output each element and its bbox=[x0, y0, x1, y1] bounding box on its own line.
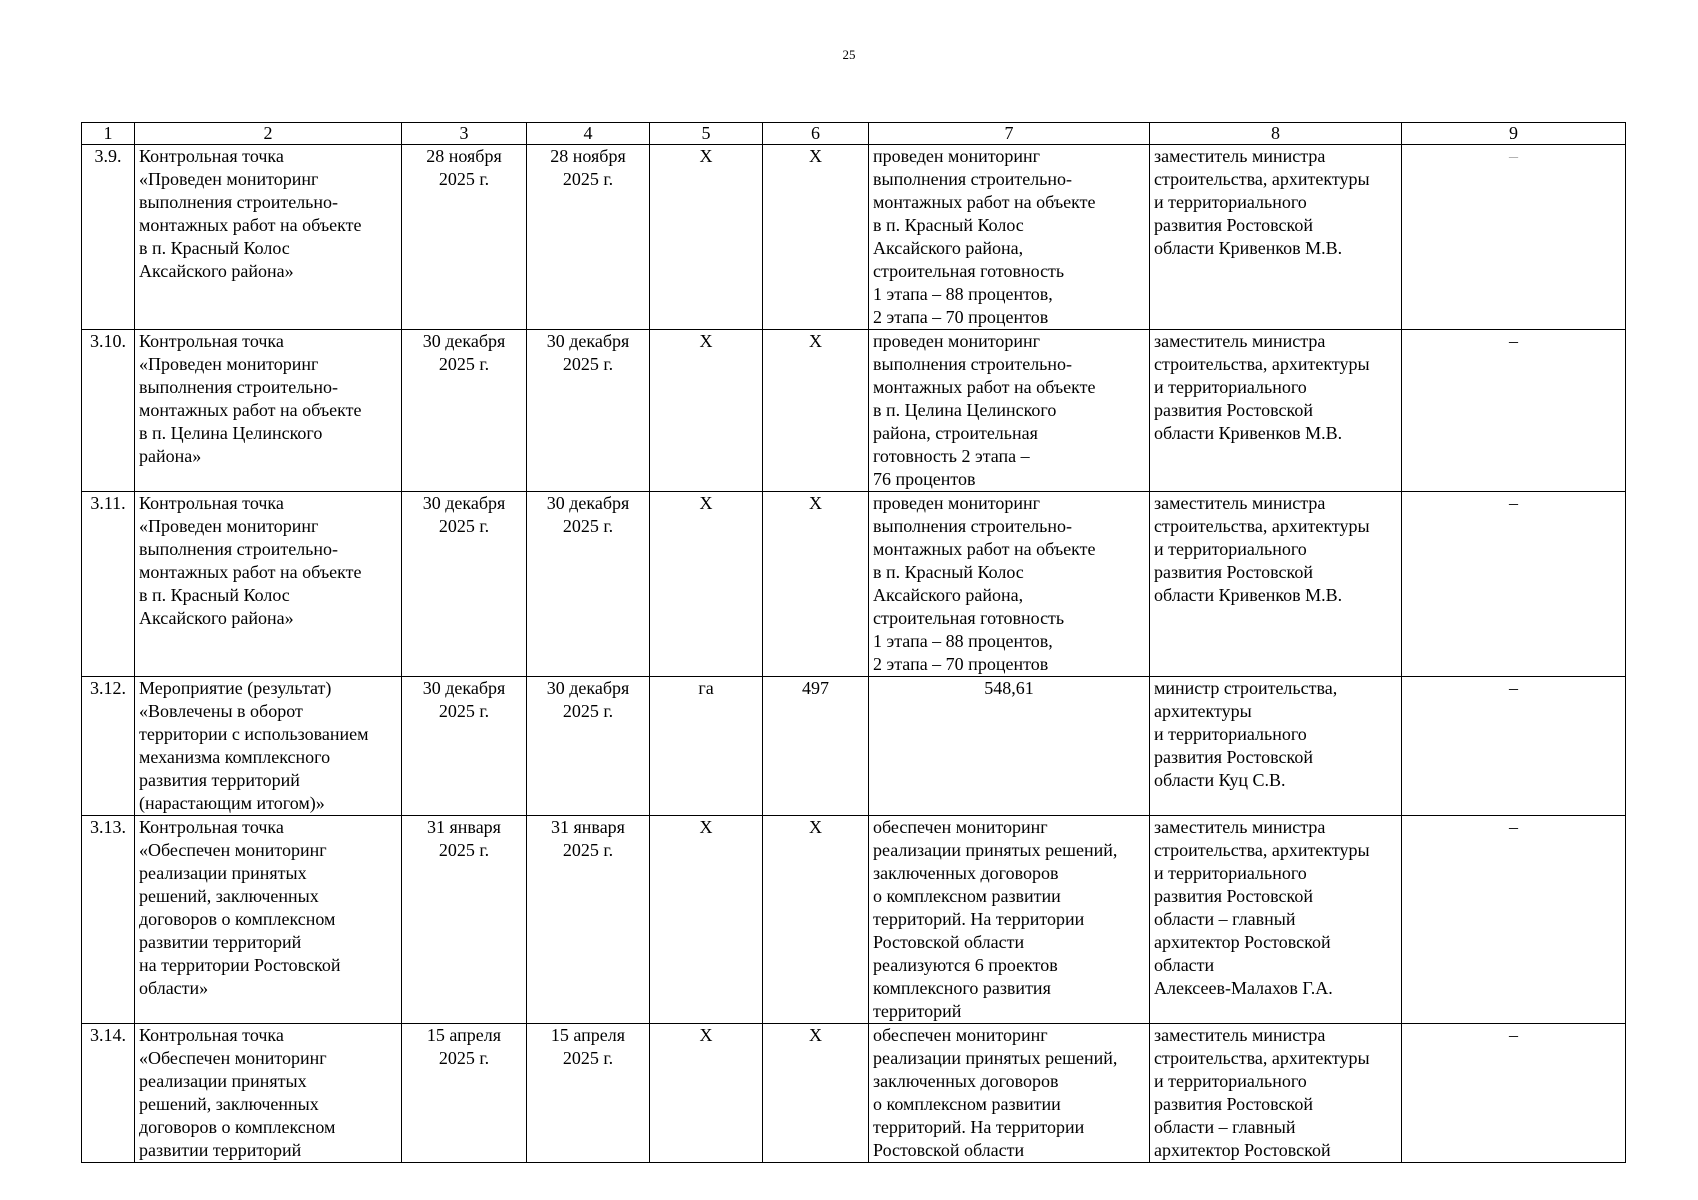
start-date: 15 апреля 2025 г. bbox=[402, 1024, 527, 1163]
table-row bbox=[82, 677, 1626, 816]
result: проведен мониторинг выполнения строительно- монтажных работ на объекте в п. Красный Колос Аксайского района, строительная готовность 1 этапа – 88 процентов, 2 этапа – 70 процентов bbox=[869, 492, 1150, 677]
row-number: 3.13. bbox=[82, 816, 135, 1024]
plan-value: Х bbox=[763, 492, 869, 677]
activity-name: Контрольная точка «Обеспечен мониторинг реализации принятых решений, заключенных договоров о комплексном развитии территорий на территории Ростовской области» bbox=[135, 816, 402, 1024]
start-date: 31 января 2025 г. bbox=[402, 816, 527, 1024]
start-date: 30 декабря 2025 г. bbox=[402, 677, 527, 816]
table-row bbox=[82, 816, 1626, 1024]
unit: Х bbox=[650, 492, 763, 677]
table-row bbox=[82, 492, 1626, 677]
start-date: 30 декабря 2025 г. bbox=[402, 330, 527, 492]
header-row bbox=[82, 123, 1626, 145]
note: – bbox=[1402, 145, 1626, 330]
result: проведен мониторинг выполнения строительно- монтажных работ на объекте в п. Красный Колос Аксайского района, строительная готовность 1 этапа – 88 процентов, 2 этапа – 70 процентов bbox=[869, 145, 1150, 330]
unit: Х bbox=[650, 330, 763, 492]
header-cell: 9 bbox=[1402, 123, 1626, 145]
responsible: заместитель министра строительства, архитектуры и территориального развития Ростовской области – главный архитектор Ростовской bbox=[1150, 1024, 1402, 1163]
activity-name: Контрольная точка «Проведен мониторинг выполнения строительно- монтажных работ на объекте в п. Целина Целинского района» bbox=[135, 330, 402, 492]
note: – bbox=[1402, 492, 1626, 677]
unit: Х bbox=[650, 816, 763, 1024]
header-cell: 4 bbox=[527, 123, 650, 145]
header-cell: 5 bbox=[650, 123, 763, 145]
activity-name: Контрольная точка «Обеспечен мониторинг реализации принятых решений, заключенных договоров о комплексном развитии территорий bbox=[135, 1024, 402, 1163]
end-date: 31 января 2025 г. bbox=[527, 816, 650, 1024]
header-cell: 8 bbox=[1150, 123, 1402, 145]
plan-value: Х bbox=[763, 330, 869, 492]
plan-value: Х bbox=[763, 145, 869, 330]
activity-name: Контрольная точка «Проведен мониторинг выполнения строительно- монтажных работ на объекте в п. Красный Колос Аксайского района» bbox=[135, 145, 402, 330]
row-number: 3.10. bbox=[82, 330, 135, 492]
note: – bbox=[1402, 330, 1626, 492]
result: проведен мониторинг выполнения строительно- монтажных работ на объекте в п. Целина Целинского района, строительная готовность 2 этапа – 76 процентов bbox=[869, 330, 1150, 492]
responsible: министр строительства, архитектуры и территориального развития Ростовской области Куц С.В. bbox=[1150, 677, 1402, 816]
result: 548,61 bbox=[869, 677, 1150, 816]
result: обеспечен мониторинг реализации принятых решений, заключенных договоров о комплексном развитии территорий. На территории Ростовской области реализуются 6 проектов комплексного развития территорий bbox=[869, 816, 1150, 1024]
start-date: 28 ноября 2025 г. bbox=[402, 145, 527, 330]
note: – bbox=[1402, 1024, 1626, 1163]
row-number: 3.14. bbox=[82, 1024, 135, 1163]
row-number: 3.11. bbox=[82, 492, 135, 677]
table-row bbox=[82, 1024, 1626, 1163]
end-date: 30 декабря 2025 г. bbox=[527, 492, 650, 677]
end-date: 30 декабря 2025 г. bbox=[527, 677, 650, 816]
end-date: 28 ноября 2025 г. bbox=[527, 145, 650, 330]
unit: га bbox=[650, 677, 763, 816]
result: обеспечен мониторинг реализации принятых решений, заключенных договоров о комплексном развитии территорий. На территории Ростовской области bbox=[869, 1024, 1150, 1163]
header-cell: 3 bbox=[402, 123, 527, 145]
end-date: 15 апреля 2025 г. bbox=[527, 1024, 650, 1163]
activity-name: Контрольная точка «Проведен мониторинг выполнения строительно- монтажных работ на объекте в п. Красный Колос Аксайского района» bbox=[135, 492, 402, 677]
table-row bbox=[82, 145, 1626, 330]
plan-value: 497 bbox=[763, 677, 869, 816]
activity-name: Мероприятие (результат) «Вовлечены в оборот территории с использованием механизма комплексного развития территорий (нарастающим итогом)» bbox=[135, 677, 402, 816]
row-number: 3.12. bbox=[82, 677, 135, 816]
start-date: 30 декабря 2025 г. bbox=[402, 492, 527, 677]
table-row bbox=[82, 330, 1626, 492]
header-cell: 6 bbox=[763, 123, 869, 145]
row-number: 3.9. bbox=[82, 145, 135, 330]
responsible: заместитель министра строительства, архитектуры и территориального развития Ростовской области Кривенков М.В. bbox=[1150, 145, 1402, 330]
unit: Х bbox=[650, 145, 763, 330]
page-number: 25 bbox=[842, 47, 856, 62]
note: – bbox=[1402, 677, 1626, 816]
responsible: заместитель министра строительства, архитектуры и территориального развития Ростовской области Кривенков М.В. bbox=[1150, 492, 1402, 677]
note: – bbox=[1402, 816, 1626, 1024]
plan-value: Х bbox=[763, 816, 869, 1024]
header-cell: 1 bbox=[82, 123, 135, 145]
header-cell: 7 bbox=[869, 123, 1150, 145]
plan-value: Х bbox=[763, 1024, 869, 1163]
plan-table bbox=[81, 122, 1626, 1163]
responsible: заместитель министра строительства, архитектуры и территориального развития Ростовской области – главный архитектор Ростовской области Алексеев-Малахов Г.А. bbox=[1150, 816, 1402, 1024]
end-date: 30 декабря 2025 г. bbox=[527, 330, 650, 492]
responsible: заместитель министра строительства, архитектуры и территориального развития Ростовской области Кривенков М.В. bbox=[1150, 330, 1402, 492]
header-cell: 2 bbox=[135, 123, 402, 145]
unit: Х bbox=[650, 1024, 763, 1163]
